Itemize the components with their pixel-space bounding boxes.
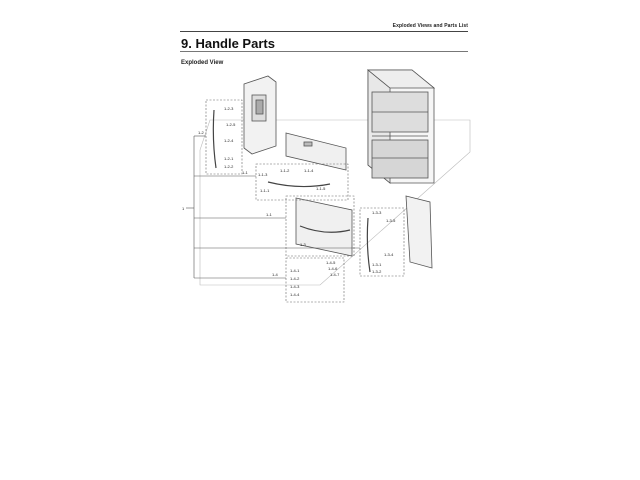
part-b-3: 1-1-1 — [260, 188, 270, 193]
part-a-3: 1-2-1 — [224, 156, 234, 161]
part-e-right-1: 1-4-6 — [328, 266, 338, 271]
part-b-2: 1-1-4 — [304, 168, 314, 173]
part-b-4: 1-1-5 — [316, 186, 326, 191]
section-title-text: Handle Parts — [195, 36, 275, 51]
part-e-right-2: 1-4-7 — [330, 272, 340, 277]
callout-group-e: 1-4 — [272, 272, 278, 277]
callout-root: 1 — [182, 206, 185, 211]
part-d-3: 1-3-1 — [372, 262, 382, 267]
part-d-4: 1-3-2 — [372, 269, 382, 274]
part-d-1: 1-3-5 — [386, 218, 396, 223]
part-b-0: 1-1-3 — [258, 172, 268, 177]
part-e-left-2: 1-4-3 — [290, 284, 300, 289]
part-e-left-0: 1-4-1 — [290, 268, 300, 273]
callout-group-a: 1-2 — [198, 130, 204, 135]
callout-group-c: 1-1 — [266, 212, 272, 217]
part-e-right-0: 1-4-5 — [326, 260, 336, 265]
refrigerator-body — [368, 70, 434, 183]
upper-drawer — [286, 133, 346, 170]
handle-d — [367, 218, 370, 272]
left-door — [244, 76, 276, 154]
part-a-1: 1-2-5 — [226, 122, 236, 127]
part-a-4: 1-2-2 — [224, 164, 234, 169]
part-d-0: 1-3-3 — [372, 210, 382, 215]
right-door — [406, 196, 432, 268]
group-box-a — [206, 100, 242, 174]
handle-a — [213, 110, 216, 168]
callout-group-d: 1-3 — [300, 242, 306, 247]
subtitle: Exploded View — [181, 60, 224, 66]
part-b-1: 1-1-2 — [280, 168, 290, 173]
section-number: 9. — [181, 36, 192, 51]
part-d-2: 1-3-4 — [384, 252, 394, 257]
group-box-d — [360, 208, 404, 276]
callout-group-b: 1-1 — [242, 170, 248, 175]
lower-drawer — [296, 198, 352, 256]
running-header: Exploded Views and Parts List — [392, 23, 468, 29]
part-e-left-1: 1-4-2 — [290, 276, 300, 281]
part-a-0: 1-2-3 — [224, 106, 234, 111]
part-a-2: 1-2-4 — [224, 138, 234, 143]
part-e-left-3: 1-4-4 — [290, 292, 300, 297]
